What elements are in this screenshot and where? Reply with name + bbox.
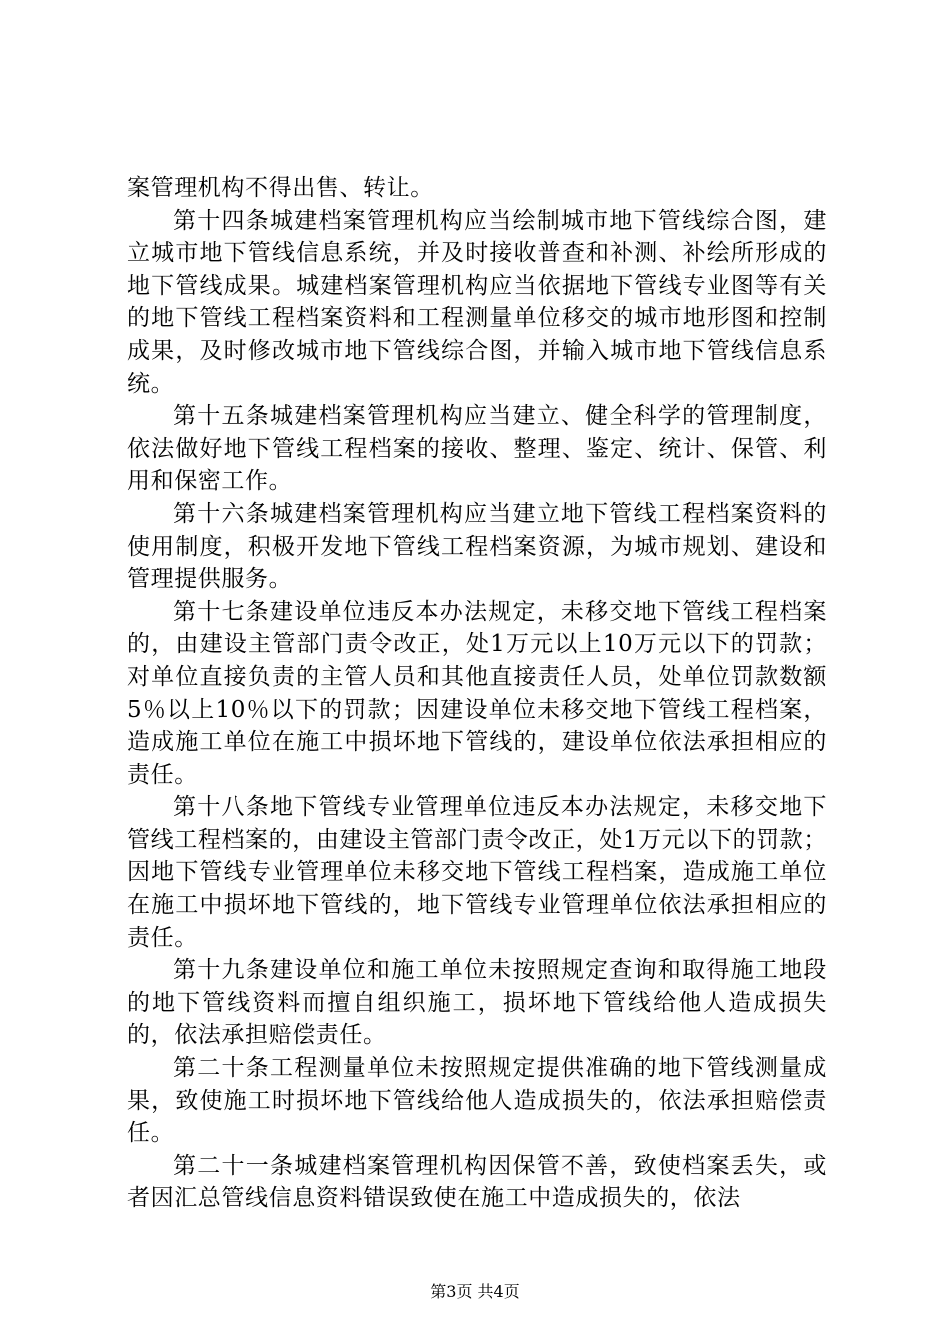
document-body — [127, 172, 827, 1215]
paragraph: 第十七条建设单位违反本办法规定，未移交地下管线工程档案的，由建设主管部门责令改正，处1万元以上10万元以下的罚款；对单位直接负责的主管人员和其他直接责任人员，处单位罚款数额5％以上10％以下的罚款；因建设单位未移交地下管线工程档案，造成施工单位在施工中损坏地下管线的，建设单位依法承担相应的责任。 — [127, 598, 827, 788]
page-number-footer: 第3页 共4页 — [430, 1282, 520, 1301]
paragraph: 第十六条城建档案管理机构应当建立地下管线工程档案资料的使用制度，积极开发地下管线工程档案资源，为城市规划、建设和管理提供服务。 — [127, 500, 827, 593]
paragraph: 第十八条地下管线专业管理单位违反本办法规定，未移交地下管线工程档案的，由建设主管部门责令改正，处1万元以下的罚款；因地下管线专业管理单位未移交地下管线工程档案，造成施工单位在施工中损坏地下管线的，地下管线专业管理单位依法承担相应的责任。 — [127, 794, 827, 951]
paragraph: 第十五条城建档案管理机构应当建立、健全科学的管理制度，依法做好地下管线工程档案的接收、整理、鉴定、统计、保管、利用和保密工作。 — [127, 403, 827, 495]
paragraph: 第二十一条城建档案管理机构因保管不善，致使档案丢失，或者因汇总管线信息资料错误致使在施工中造成损失的，依法 — [127, 1152, 827, 1212]
paragraph: 第十四条城建档案管理机构应当绘制城市地下管线综合图，建立城市地下管线信息系统，并及时接收普查和补测、补绘所形成的地下管线成果。城建档案管理机构应当依据地下管线专业图等有关的地下管线工程档案资料和工程测量单位移交的城市地形图和控制成果，及时修改城市地下管线综合图，并输入城市地下管线信息系统。 — [127, 207, 827, 397]
paragraph: 第二十条工程测量单位未按照规定提供准确的地下管线测量成果，致使施工时损坏地下管线给他人造成损失的，依法承担赔偿责任。 — [127, 1055, 827, 1147]
paragraph: 案管理机构不得出售、转让。 — [127, 175, 434, 201]
paragraph: 第十九条建设单位和施工单位未按照规定查询和取得施工地段的地下管线资料而擅自组织施工，损坏地下管线给他人造成损失的，依法承担赔偿责任。 — [127, 957, 827, 1049]
